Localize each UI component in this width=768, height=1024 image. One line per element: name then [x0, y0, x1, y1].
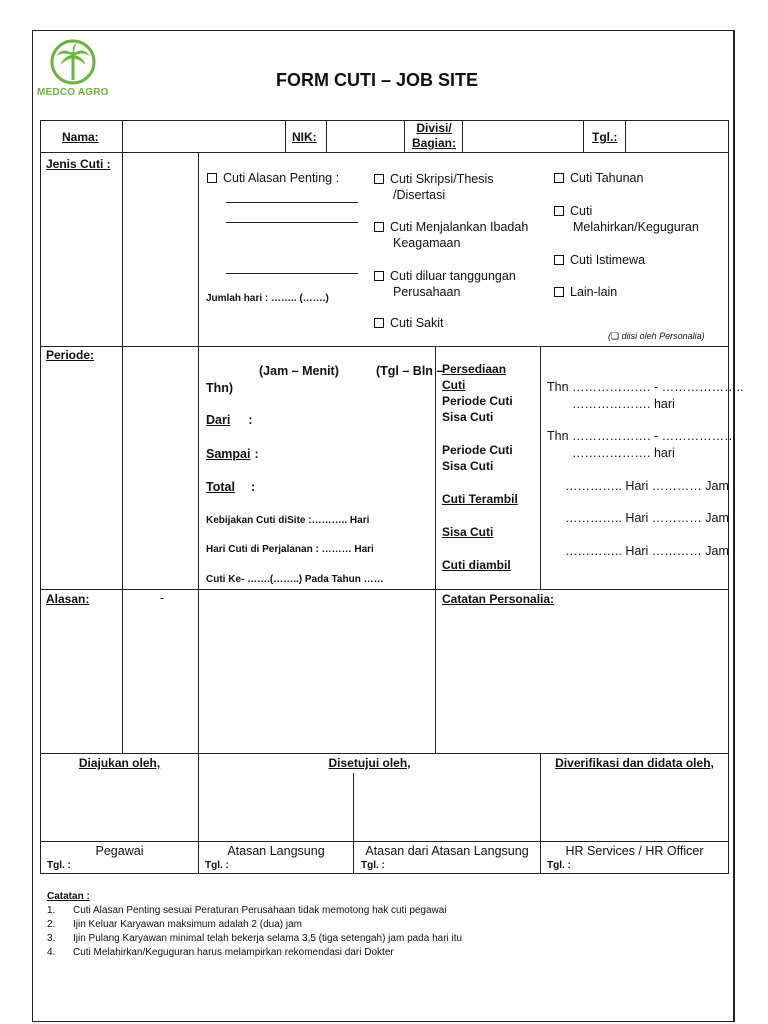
catatan-personalia-label: Catatan Personalia:: [442, 592, 555, 606]
divisi-label-line1: Divisi/: [416, 121, 452, 135]
tahunan-label: Cuti Tahunan: [570, 171, 644, 185]
divisi-label: [405, 121, 463, 151]
diverifikasi-label: Diverifikasi dan didata oleh,: [555, 756, 714, 770]
tgl-hr: Tgl. :: [547, 860, 571, 871]
checkbox-icon[interactable]: [374, 222, 384, 232]
hr-label: HR Services / HR Officer: [565, 844, 704, 858]
periode-sisa-2: [442, 442, 513, 474]
lain-label: Lain-lain: [570, 285, 618, 299]
periode-label: Periode:: [46, 348, 95, 362]
total-row: [206, 480, 255, 494]
dari-label: Dari: [206, 413, 231, 427]
jam-line-1: ………….. Hari ………… Jam: [565, 479, 729, 493]
ibadah-label-1: Cuti Menjalankan Ibadah: [390, 220, 529, 234]
checkbox-icon[interactable]: [207, 173, 217, 183]
total-label: Total: [206, 480, 235, 494]
checkbox-melahirkan[interactable]: [554, 203, 699, 235]
checkbox-sakit[interactable]: [374, 316, 444, 330]
checkbox-ibadah[interactable]: [374, 219, 528, 251]
checkbox-diluar-tanggungan[interactable]: [374, 268, 516, 300]
melahirkan-label-2: Melahirkan/Keguguran: [573, 220, 699, 234]
diluar-label-2: Perusahaan: [393, 285, 461, 299]
jumlah-hari-text: Jumlah hari : …….. (…….): [206, 293, 329, 304]
nik-label: NIK:: [292, 130, 317, 144]
cuti-diambil-label: Cuti diambil: [442, 558, 511, 572]
checkbox-icon[interactable]: [554, 173, 564, 183]
pegawai-label: Pegawai: [95, 844, 144, 858]
jenis-cuti-label: Jenis Cuti :: [46, 157, 111, 171]
checkbox-skripsi[interactable]: [374, 171, 494, 203]
checkbox-icon[interactable]: [374, 174, 384, 184]
dari-row: [206, 413, 253, 427]
divisi-label-line2: Bagian:: [411, 136, 456, 150]
jam-menit-text: (Jam – Menit): [259, 364, 339, 378]
skripsi-label-2: /Disertasi: [393, 188, 446, 202]
alasan-field[interactable]: [199, 590, 435, 753]
thn-line-1: Thn ………………. - ………………..: [547, 380, 744, 394]
checkbox-lain-lain[interactable]: [554, 285, 617, 299]
checkbox-icon[interactable]: [554, 206, 564, 216]
alasan-penting-label: Cuti Alasan Penting :: [223, 171, 340, 185]
cuti-terambil-label: Cuti Terambil: [442, 492, 518, 506]
tgl-atasan: Tgl. :: [205, 860, 229, 871]
catatan-item: 3. Ijin Pulang Karyawan minimal telah bekerja selama 3,5 (tiga setengah) jam pada hari itu: [47, 933, 463, 944]
persediaan-label-1: Persediaan: [442, 362, 507, 376]
checkbox-icon[interactable]: [374, 318, 384, 328]
checkbox-tahunan[interactable]: [554, 171, 643, 185]
melahirkan-label-1: Cuti: [570, 204, 593, 218]
cuti-ke-text: Cuti Ke- …….(……..) Pada Tahun ……: [206, 574, 384, 585]
diluar-label-1: Cuti diluar tanggungan: [390, 269, 516, 283]
checkbox-icon[interactable]: [554, 287, 564, 297]
company-logo-text: MEDCO AGRO: [37, 87, 109, 98]
tgl-label: Tgl.:: [592, 130, 618, 144]
hari-line-1: ………………. hari: [572, 397, 675, 411]
kebijakan-text: Kebijakan Cuti diSite :……….. Hari: [206, 515, 370, 526]
form-title: FORM CUTI – JOB SITE: [276, 70, 479, 90]
nik-field[interactable]: [327, 121, 403, 152]
nama-label: Nama:: [62, 130, 99, 144]
persediaan-cuti: [442, 361, 513, 425]
nama-field[interactable]: [123, 121, 284, 152]
alasan-label: Alasan:: [46, 592, 90, 606]
dari-colon: :: [248, 413, 253, 427]
thn-text: Thn): [206, 381, 234, 395]
sakit-label: Cuti Sakit: [390, 316, 444, 330]
checkbox-istimewa[interactable]: [554, 253, 645, 267]
tgl-pegawai: Tgl. :: [47, 860, 71, 871]
atasan-label: Atasan Langsung: [227, 844, 325, 858]
skripsi-label-1: Cuti Skripsi/Thesis: [390, 172, 494, 186]
tgl-atasan-dari: Tgl. :: [361, 860, 385, 871]
diajukan-label: Diajukan oleh,: [78, 756, 161, 770]
checkbox-icon[interactable]: [374, 271, 384, 281]
alasan-dash: -: [160, 591, 165, 605]
jam-line-3: ………….. Hari ………… Jam: [565, 544, 729, 558]
atasan-dari-label: Atasan dari Atasan Langsung: [365, 844, 529, 858]
ibadah-label-2: Keagamaan: [393, 236, 461, 250]
periode-sisa-2a: Periode Cuti: [442, 443, 513, 457]
catatan-notes: [47, 890, 462, 960]
catatan-item: 1. Cuti Alasan Penting sesuai Peraturan Perusahaan tidak memotong hak cuti pegawai: [47, 905, 447, 916]
sampai-row: [206, 447, 259, 461]
checkbox-icon[interactable]: [554, 255, 564, 265]
catatan-item: 4. Cuti Melahirkan/Keguguran harus melampirkan rekomendasi dari Dokter: [47, 947, 394, 958]
periode-sisa-2b: Sisa Cuti: [442, 459, 494, 473]
catatan-item: 2. Ijin Keluar Karyawan maksimum adalah 2 (dua) jam: [47, 919, 302, 930]
periode-sisa-1a: Periode Cuti: [442, 394, 513, 408]
jam-line-2: ………….. Hari ………… Jam: [565, 511, 729, 525]
personalia-note: (❑ diisi oleh Personalia): [608, 331, 705, 341]
periode-sisa-1b: Sisa Cuti: [442, 410, 494, 424]
thn-line-2: Thn ………………. - ………………: [547, 429, 737, 443]
total-colon: :: [250, 480, 256, 494]
tgl-field[interactable]: [626, 121, 727, 152]
checkbox-alasan-penting[interactable]: [207, 171, 339, 185]
catatan-title: Catatan :: [47, 891, 90, 902]
perjalanan-text: Hari Cuti di Perjalanan : ……… Hari: [206, 544, 374, 555]
hari-line-2: ………………. hari: [572, 446, 675, 460]
istimewa-label: Cuti Istimewa: [570, 253, 646, 267]
sisa-cuti-label: Sisa Cuti: [442, 525, 494, 539]
divisi-field[interactable]: [463, 121, 582, 152]
tgl-bln-text: (Tgl – Bln –: [376, 364, 444, 378]
palm-logo-icon: [47, 38, 99, 86]
sampai-colon: :: [254, 447, 259, 461]
sampai-label: Sampai: [206, 447, 251, 461]
disetujui-label: Disetujui oleh,: [328, 756, 411, 770]
persediaan-label-2: Cuti: [442, 378, 466, 392]
